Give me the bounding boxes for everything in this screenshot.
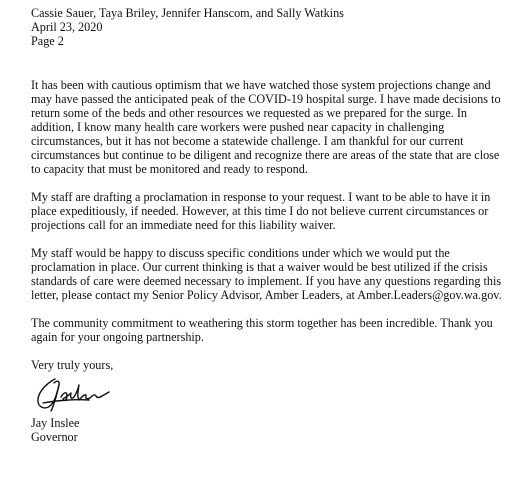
letter-closing [31, 358, 507, 444]
body-paragraph-2: My staff are drafting a proclamation in response to your request. I want to be able to have it in place expeditiously, if needed. However, at this time I do not believe current circumstances or projections call for an immediate need for this liability waiver. [31, 190, 491, 232]
body-paragraph-4: The community commitment to weathering this storm together has been incredible. Thank you again for your ongoing partnership. [31, 316, 493, 344]
body-paragraph-1: It has been with cautious optimism that we have watched those system projections change and may have passed the anticipated peak of the COVID-19 hospital surge. I have made decisions to return some of the beds and other resources we requested as we prepared for the surge. In addition, I know many health care workers were pushed near capacity in challenging circumstances, but it has not become a statewide challenge. I am thankful for our current circumstances but continue to be diligent and recognize there are areas of the state that are close to capacity that must be monitored and ready to respond. [31, 78, 501, 176]
letter-date: April 23, 2020 [31, 20, 103, 34]
signature-block [31, 416, 507, 444]
body-paragraph-3: My staff would be happy to discuss specific conditions under which we would put the proclamation in place. Our current thinking is that a waiver would be best utilized if the crisis standards of care were deemed necessary to implement. If you have any questions regarding this letter, please contact my Senior Policy Advisor, Amber Leaders, at Amber.Leaders@gov.wa.gov. [31, 246, 502, 302]
letter-page [31, 6, 507, 444]
closing-salutation: Very truly yours, [31, 358, 114, 372]
recipients-line: Cassie Sauer, Taya Briley, Jennifer Hanscom, and Sally Watkins [31, 6, 344, 20]
handwritten-signature [33, 375, 113, 415]
signer-name: Jay Inslee [31, 416, 80, 430]
signer-title: Governor [31, 430, 78, 444]
page-number: Page 2 [31, 34, 64, 48]
letter-body [31, 78, 507, 344]
letter-header [31, 6, 507, 48]
